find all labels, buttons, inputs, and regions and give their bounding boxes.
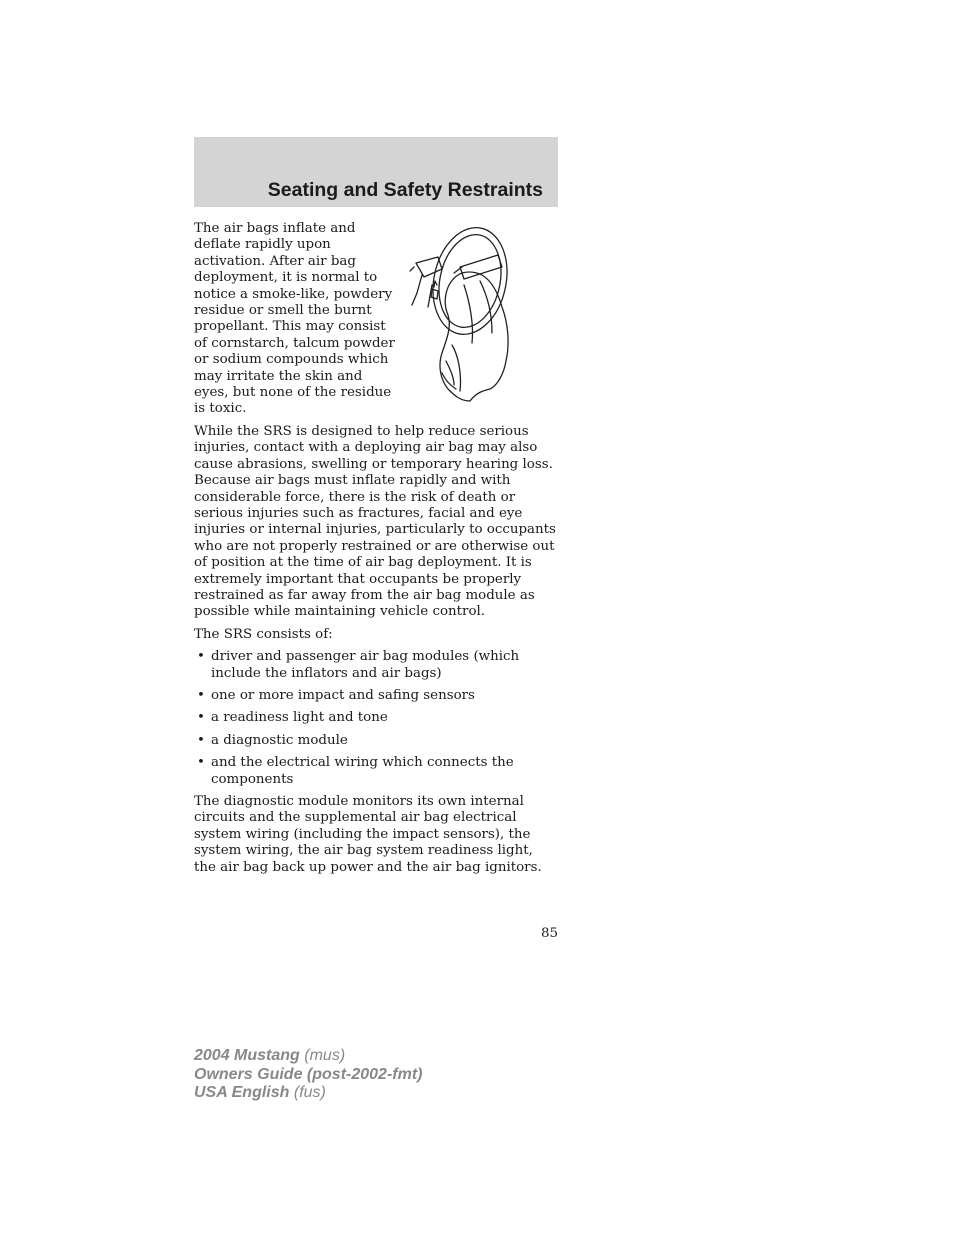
page-content [194,221,558,882]
footer-line-language [194,1084,422,1103]
footer-guide: Owners Guide (post-2002-fmt) [194,1065,423,1083]
footer-line-model [194,1047,422,1066]
srs-components-list [194,649,558,788]
list-item: • driver and passenger air bag modules (which include the inflators and air bags) [194,649,558,682]
page-number: 85 [540,926,558,941]
list-item: • one or more impact and safing sensors [194,688,558,704]
airbag-deployment-illustration [402,223,602,419]
footer-language: USA English [194,1084,290,1102]
list-item: • a diagnostic module [194,733,558,749]
list-item: • and the electrical wiring which connects the components [194,755,558,788]
document-footer [194,1047,422,1103]
paragraph-diagnostic-module: The diagnostic module monitors its own internal circuits and the supplemental air bag electrical system wiring (including the impact sensors), the system wiring, the air bag system readiness light, the air bag back up power and the air bag ignitors. [194,794,542,875]
section-title: Seating and Safety Restraints [267,179,543,201]
footer-language-code: (fus) [293,1084,326,1102]
footer-model-code: (mus) [304,1047,346,1064]
section-header [194,137,558,207]
paragraph-residue: The air bags inflate and deflate rapidly upon activation. After air bag deployment, it is normal to notice a smoke-like, powdery residue or smell the burnt propellant. This may consist of cornstarch, talcum powder or sodium compounds which may irritate the skin and eyes, but none of the residue is toxic. [194,221,395,417]
footer-line-guide [194,1066,422,1085]
paragraph-srs-consists: The SRS consists of: [194,626,333,642]
paragraph-srs-warning: While the SRS is designed to help reduce serious injuries, contact with a deploying air bag may also cause abrasions, swelling or temporary hearing loss. Because air bags must inflate rapidly and with considerable force, there is the risk of death or serious injuries such as fractures, facial and eye injuries or internal injuries, particularly to occupants who are not properly restrained or are otherwise out of position at the time of air bag deployment. It is extremely important that occupants be properly restrained as far away from the air bag module as possible while maintaining vehicle control. [194,423,556,620]
list-item: • a readiness light and tone [194,710,558,726]
airbag-icon [402,223,512,408]
footer-model: 2004 Mustang [194,1047,300,1064]
